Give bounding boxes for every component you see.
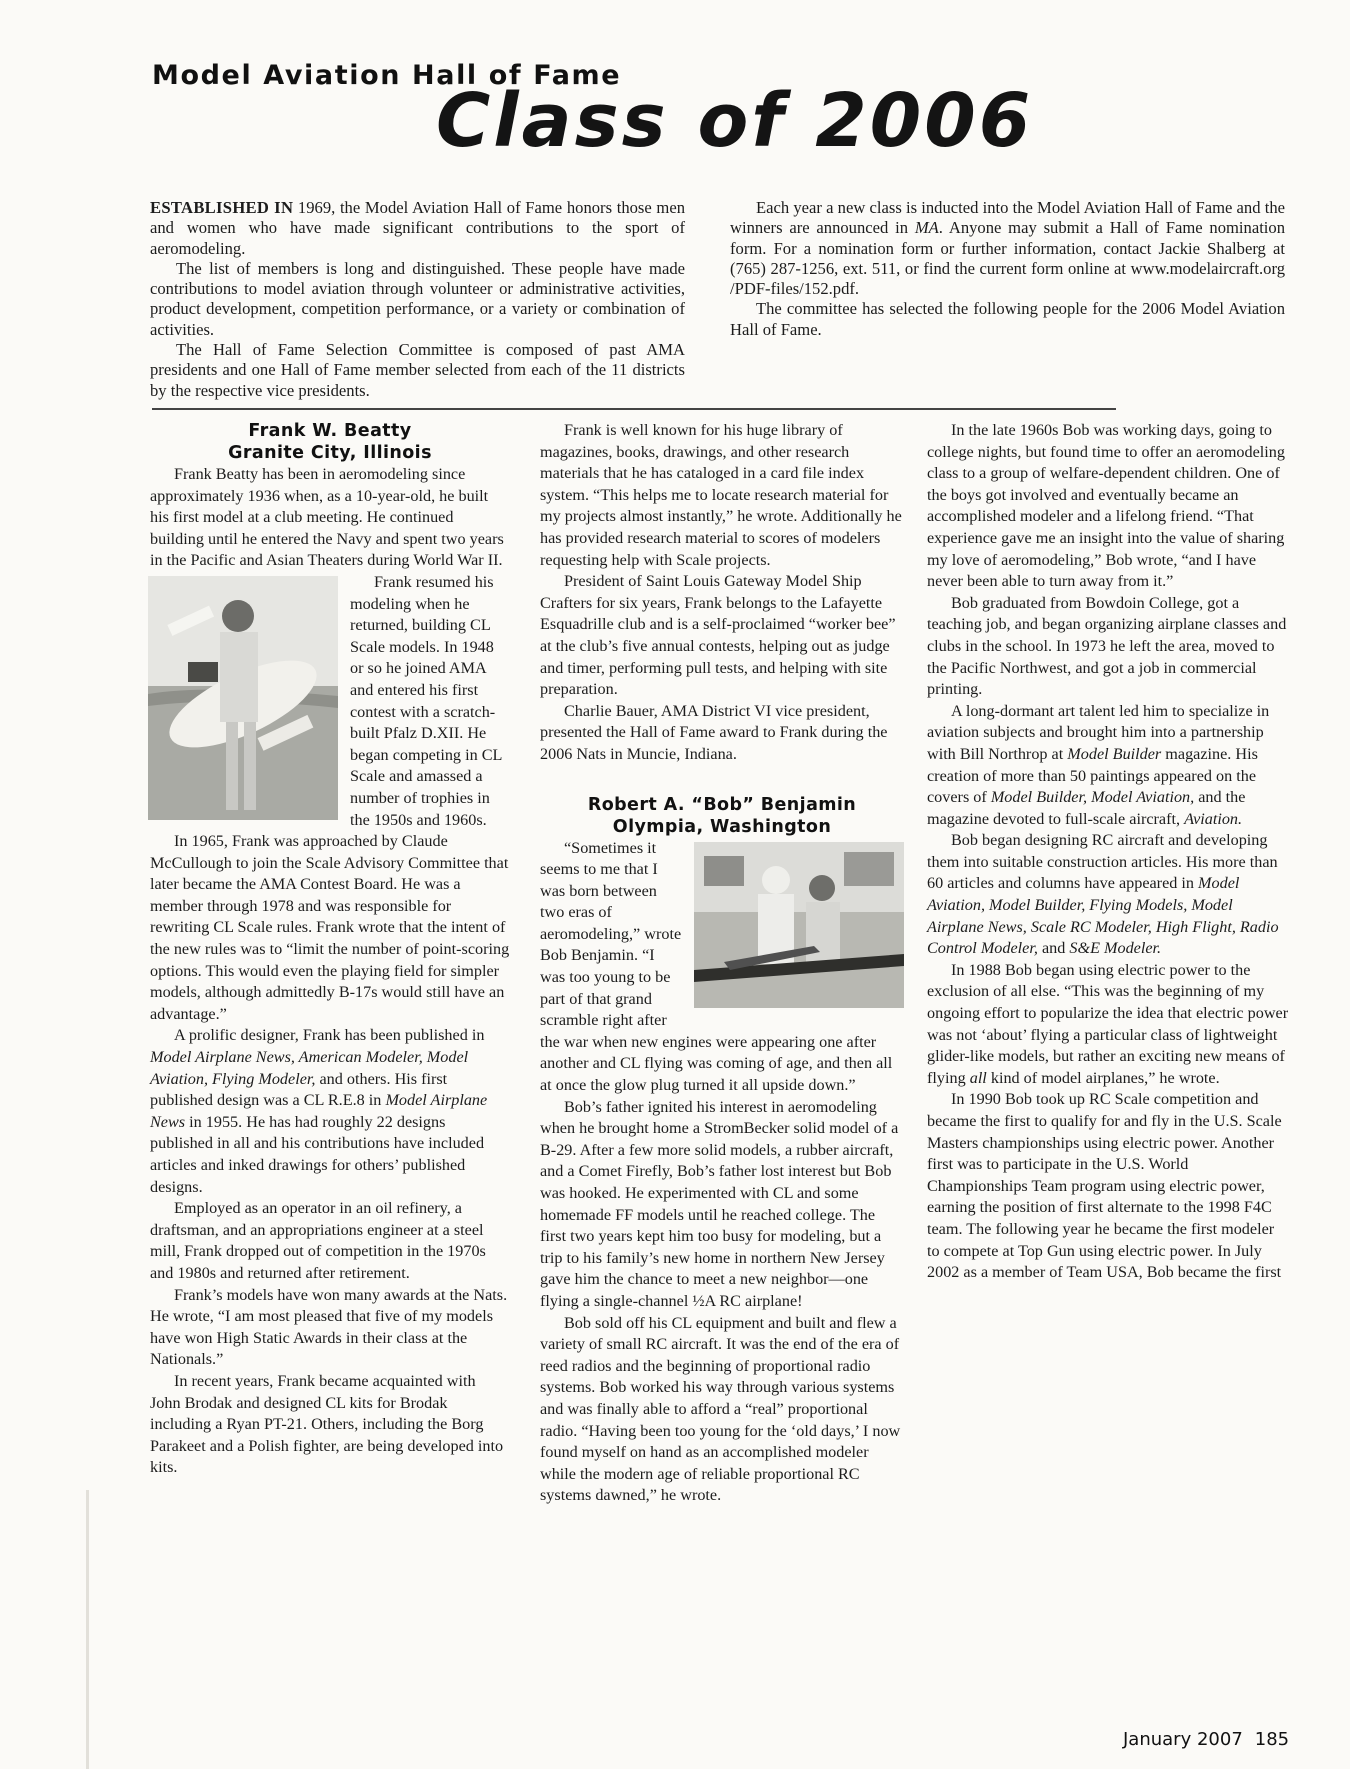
intro-paragraph: The list of members is long and distinguished. These people have made contributions to model aviation through volunteer or administrative activities, product development, competition performance, or a variety or combination of activities. [150, 258, 685, 339]
issue-date: January 2007 [1123, 1729, 1243, 1750]
article-paragraph: Frank is well known for his huge library of magazines, books, drawings, and other research materials that he has cataloged in a card file index system. “This helps me to locate research material for my projects almost instantly,” he wrote. Additionally he has provided research material to scores of modelers requesting help with Scale projects. [540, 421, 902, 569]
article-paragraph: In recent years, Frank became acquainted with John Brodak and designed CL kits for Brodak including a Ryan PT-21. Others, including the Borg Parakeet and a Polish fighter, are being developed into kits. [150, 1371, 504, 1477]
intro-column-left [150, 198, 685, 401]
page-edge-shadow [86, 1490, 89, 1769]
page-title: Class of 2006 [436, 78, 1034, 164]
article-paragraph: Bob began designing RC aircraft and developing them into suitable construction articles. His more than 60 articles and columns have appeared in Model Aviation, Model Builder, Flying Models, Model Airplane News, Scale RC Modeler, High Flight, Radio Control Modeler, and S&E Modeler. [927, 831, 1279, 958]
intro-column-right [730, 198, 1285, 340]
article-paragraph: President of Saint Louis Gateway Model Ship Crafters for six years, Frank belongs to the Lafayette Esquadrille club and is a self-proclaimed “worker bee” at the club’s five annual contests, helping out as judge and timer, performing pull tests, and helping with site preparation. [540, 572, 896, 699]
article-paragraph: In the late 1960s Bob was working days, going to college nights, but found time to offer an aeromodeling class to a group of welfare-dependent children. One of the boys got involved and eventually became an accomplished modeler and a lifelong friend. “That experience gave me an insight into the value of sharing my love of aeromodeling,” Bob wrote, “and I have never been able to turn away from it.” [927, 421, 1285, 591]
article-paragraph: A prolific designer, Frank has been published in Model Airplane News, American Modeler, Model Aviation, Flying Modeler, and others. His first published design was a CL R.E.8 in Model Airplane News in 1955. He has had roughly 22 designs published in all and his contributions have included articles and inked drawings for others’ published designs. [150, 1026, 488, 1196]
intro-paragraph: The Hall of Fame Selection Committee is composed of past AMA presidents and one Hall of Fame member selected from each of the 11 districts by the respective vice presidents. [150, 340, 685, 400]
article-paragraph: In 1965, Frank was approached by Claude McCullough to join the Scale Advisory Committee that later became the AMA Contest Board. He was a member through 1978 and was responsible for rewriting CL Scale rules. Frank wrote that the intent of the new rules was to “limit the number of point-scoring options. This would even the playing field for simpler models, although admittedly B-17s would still have an advantage.” [150, 832, 510, 1023]
inductee-location: Olympia, Washington [612, 816, 832, 837]
inductee-location: Granite City, Illinois [228, 443, 432, 463]
article-paragraph: In 1990 Bob took up RC Scale competition and became the first to qualify for and fly in the U.S. Scale Masters championships using electric power. Another first was to participate in the U.S. World Championships Team program using electric power, earning the position of first alternate to the 1998 F4C team. The following year he became the first modeler to compete at Top Gun using electric power. In July 2002 as a member of Team USA, Bob became the first [927, 1090, 1282, 1282]
inductee-name: Frank W. Beatty [248, 421, 412, 441]
page-number: 185 [1254, 1729, 1290, 1750]
page-footer [1123, 1729, 1289, 1750]
intro-paragraph: The committee has selected the following people for the 2006 Model Aviation Hall of Fame. [730, 299, 1285, 339]
article-paragraph: Charlie Bauer, AMA District VI vice president, presented the Hall of Fame award to Frank during the 2006 Nats in Muncie, Indiana. [540, 701, 888, 763]
inductee-name: Robert A. “Bob” Benjamin [587, 794, 857, 815]
article-paragraph: Bob’s father ignited his interest in aeromodeling when he brought home a StromBecker solid model of a B-29. After a few more solid models, a rubber aircraft, and a Comet Firefly, Bob’s father lost interest but Bob was hooked. He experimented with CL and some homemade FF models until he reached college. The first two years kept him too busy for modeling, but a trip to his family’s new home in northern New Jersey gave him the chance to meet a new neighbor—one flying a single-channel ½A RC airplane! [540, 1097, 899, 1310]
article-paragraph: Frank Beatty has been in aeromodeling since approximately 1936 when, as a 10-year-old, he built his first model at a club meeting. He continued building until he entered the Navy and spent two years in the Pacific and Asian Theaters during World War II. [150, 465, 504, 570]
inductee-photo-beatty [148, 576, 338, 820]
intro-paragraph: ESTABLISHED IN 1969, the Model Aviation Hall of Fame honors those men and women who have made significant contributions to the sport of aeromodeling. [150, 198, 685, 258]
section-divider [152, 408, 1116, 410]
article-column-2 [540, 420, 904, 1507]
article-paragraph: A long-dormant art talent led him to specialize in aviation subjects and brought him into a partnership with Bill Northrop at Model Builder magazine. His creation of more than 50 paintings appeared on the covers of Model Builder, Model Aviation, and the magazine devoted to full-scale aircraft, Aviation. [927, 701, 1270, 828]
article-paragraph: Frank resumed his modeling when he returned, building CL Scale models. In 1948 or so he joined AMA and entered his first contest with a scratch-built Pfalz D.XII. He began competing in CL Scale and amassed a number of trophies in the 1950s and 1960s. [350, 572, 502, 829]
article-paragraph: “Sometimes it seems to me that I was born between two eras of aeromodeling,” wrote Bob Benjamin. “I was too young to be part of that grand scramble right after the war when new engines were appearing one after another and CL flying was coming of age, and then all at once the glow plug turned it all upside down.” [540, 838, 893, 1095]
article-column-1 [150, 420, 510, 1479]
section-kicker: Model Aviation Hall of Fame [152, 60, 622, 91]
intro-paragraph: Each year a new class is inducted into the Model Aviation Hall of Fame and the winners are announced in MA. Anyone may submit a Hall of Fame nomination form. For a nomination form or further information, contact Jackie Shalberg at (765) 287-1256, ext. 511, or find the current form online at www.modelaircraft.org /PDF-files/152.pdf. [730, 198, 1286, 299]
article-paragraph: Bob graduated from Bowdoin College, got a teaching job, and began organizing airplane classes and clubs in the school. In 1973 he left the area, moved to the Pacific Northwest, and got a job in commercial printing. [927, 593, 1287, 699]
article-paragraph: In 1988 Bob began using electric power to the exclusion of all else. “This was the beginning of my ongoing effort to popularize the idea that electric power was not ‘about’ flying a particular class of lightweight glider-like models, but rather an exciting new means of flying all kind of model airplanes,” he wrote. [927, 960, 1289, 1087]
article-paragraph: Employed as an operator in an oil refinery, a draftsman, and an appropriations engineer at a steel mill, Frank dropped out of competition in the 1970s and 1980s and returned after retirement. [150, 1199, 486, 1282]
intro-lead: ESTABLISHED IN [150, 198, 294, 217]
inductee-photo-benjamin [694, 842, 904, 1008]
article-column-3 [927, 420, 1289, 1284]
article-paragraph: Frank’s models have won many awards at the Nats. He wrote, “I am most pleased that five of my models have won High Static Awards in their class at the Nationals.” [150, 1285, 508, 1369]
article-paragraph: Bob sold off his CL equipment and built and flew a variety of small RC aircraft. It was the end of the era of reed radios and the beginning of proportional radio systems. Bob worked his way through various systems and was finally able to afford a “real” proportional radio. “Having been too young for the ‘old days,’ I now found myself on hand as an accomplished modeler while the modern age of reliable proportional RC systems dawned,” he wrote. [540, 1313, 901, 1505]
